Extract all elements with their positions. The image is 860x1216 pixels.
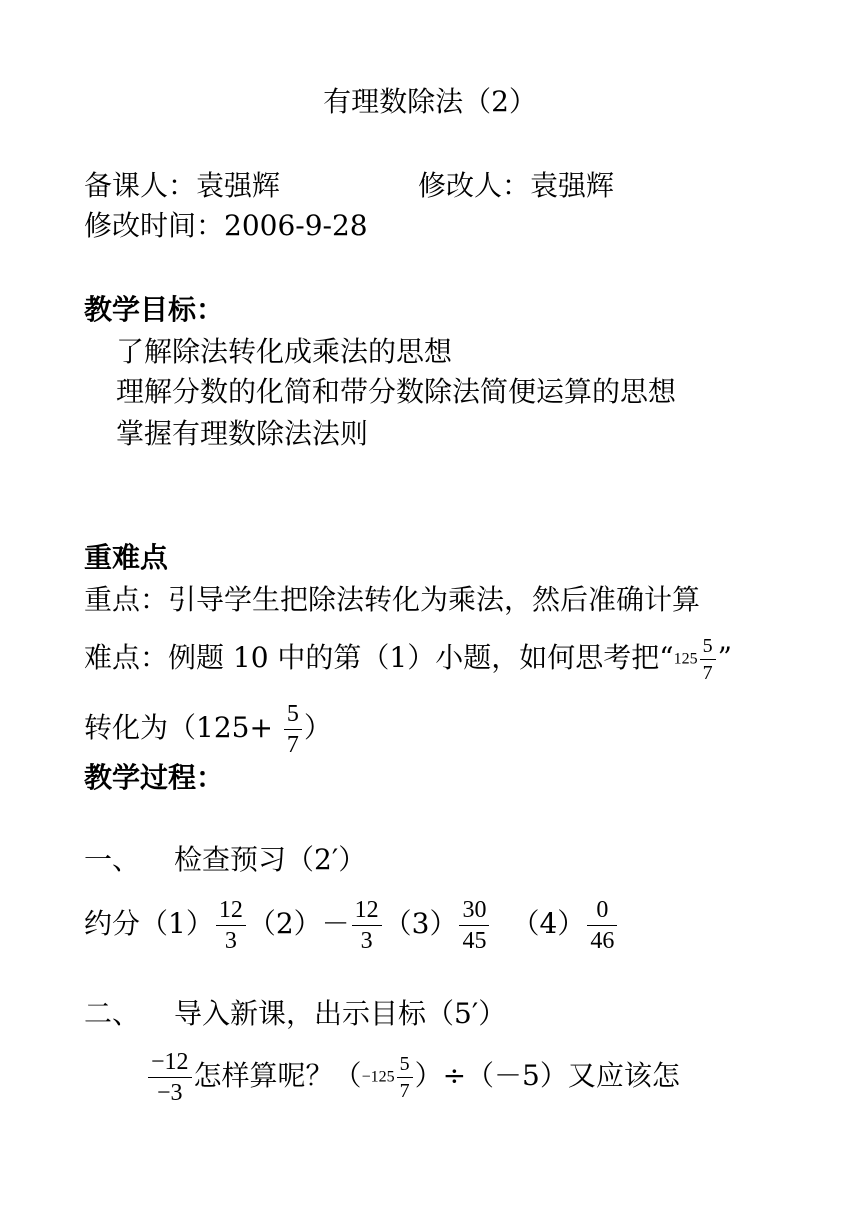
convert-prefix: 转化为（125+ [84,711,273,744]
fraction-denominator: 3 [360,928,373,954]
fraction-denominator: −3 [157,1080,183,1106]
convert-line [84,702,332,757]
fraction-denominator: 7 [286,732,299,758]
reduce-label-3: （3） [383,907,458,940]
reduce-prefix: 约分（1） [84,907,214,940]
hard-point-prefix: 难点：例题 10 中的第（1）小题，如何思考把“ [84,641,674,674]
fraction-denominator: 3 [224,928,237,954]
objective-item: 理解分数的化简和带分数除法简便运算的思想 [116,375,677,408]
modifier-text: 修改人：袁强辉 [418,169,615,202]
hard-point-suffix: ” [717,641,732,674]
fraction-numerator: 12 [216,898,246,926]
section-title-text: 导入新课，出示目标（5′） [174,997,507,1030]
hard-point-line [84,636,732,683]
section1-title [84,842,366,878]
fraction [459,898,489,953]
key-point-text: 重点：引导学生把除法转化为乘法，然后准确计算 [84,583,701,616]
fraction-numerator: 5 [284,702,302,730]
fraction-numerator: 0 [587,898,617,926]
objective-item: 掌握有理数除法法则 [116,417,369,450]
fraction [284,702,302,757]
preparer-text: 备课人：袁强辉 [84,169,281,202]
objective-item: 了解除法转化成乘法的思想 [116,335,453,368]
fraction-numerator: 12 [352,898,382,926]
fraction-numerator: −12 [148,1050,192,1078]
objectives-heading: 教学目标： [84,293,225,326]
section-number: 一、 [84,843,141,876]
question-text-2: ）÷（－5）又应该怎 [414,1059,680,1092]
fraction-denominator: 46 [590,928,615,954]
fraction-denominator: 45 [462,928,487,954]
convert-suffix: ） [303,711,332,744]
fraction-numerator: 30 [459,898,489,926]
section-number: 二、 [84,997,141,1030]
fraction-denominator: 7 [702,662,713,684]
fraction [397,1054,413,1101]
fraction-numerator: 5 [397,1054,413,1078]
reduce-label-4: （4） [511,907,586,940]
fraction [587,898,617,953]
question-text-1: 怎样算呢？（ [193,1059,362,1092]
fraction-denominator: 7 [399,1080,410,1102]
section2-title [84,996,506,1032]
fraction [148,1050,192,1105]
reduce-label-2: （2）－ [247,907,350,940]
reduce-fractions-line [84,898,619,953]
mixed-whole: −125 [361,1068,395,1086]
mixed-number [362,1054,415,1101]
mixed-number [674,636,718,683]
process-heading: 教学过程： [84,761,225,794]
page-title: 有理数除法（2） [323,85,537,118]
fraction [700,636,716,683]
fraction [216,898,246,953]
section-title-text: 检查预习（2′） [174,843,367,876]
fraction-numerator: 5 [700,636,716,660]
difficulties-heading: 重难点 [84,541,169,574]
fraction [352,898,382,953]
mixed-whole: 125 [673,650,698,668]
modify-time-text: 修改时间：2006-9-28 [84,209,368,242]
intro-question-line [146,1050,680,1105]
